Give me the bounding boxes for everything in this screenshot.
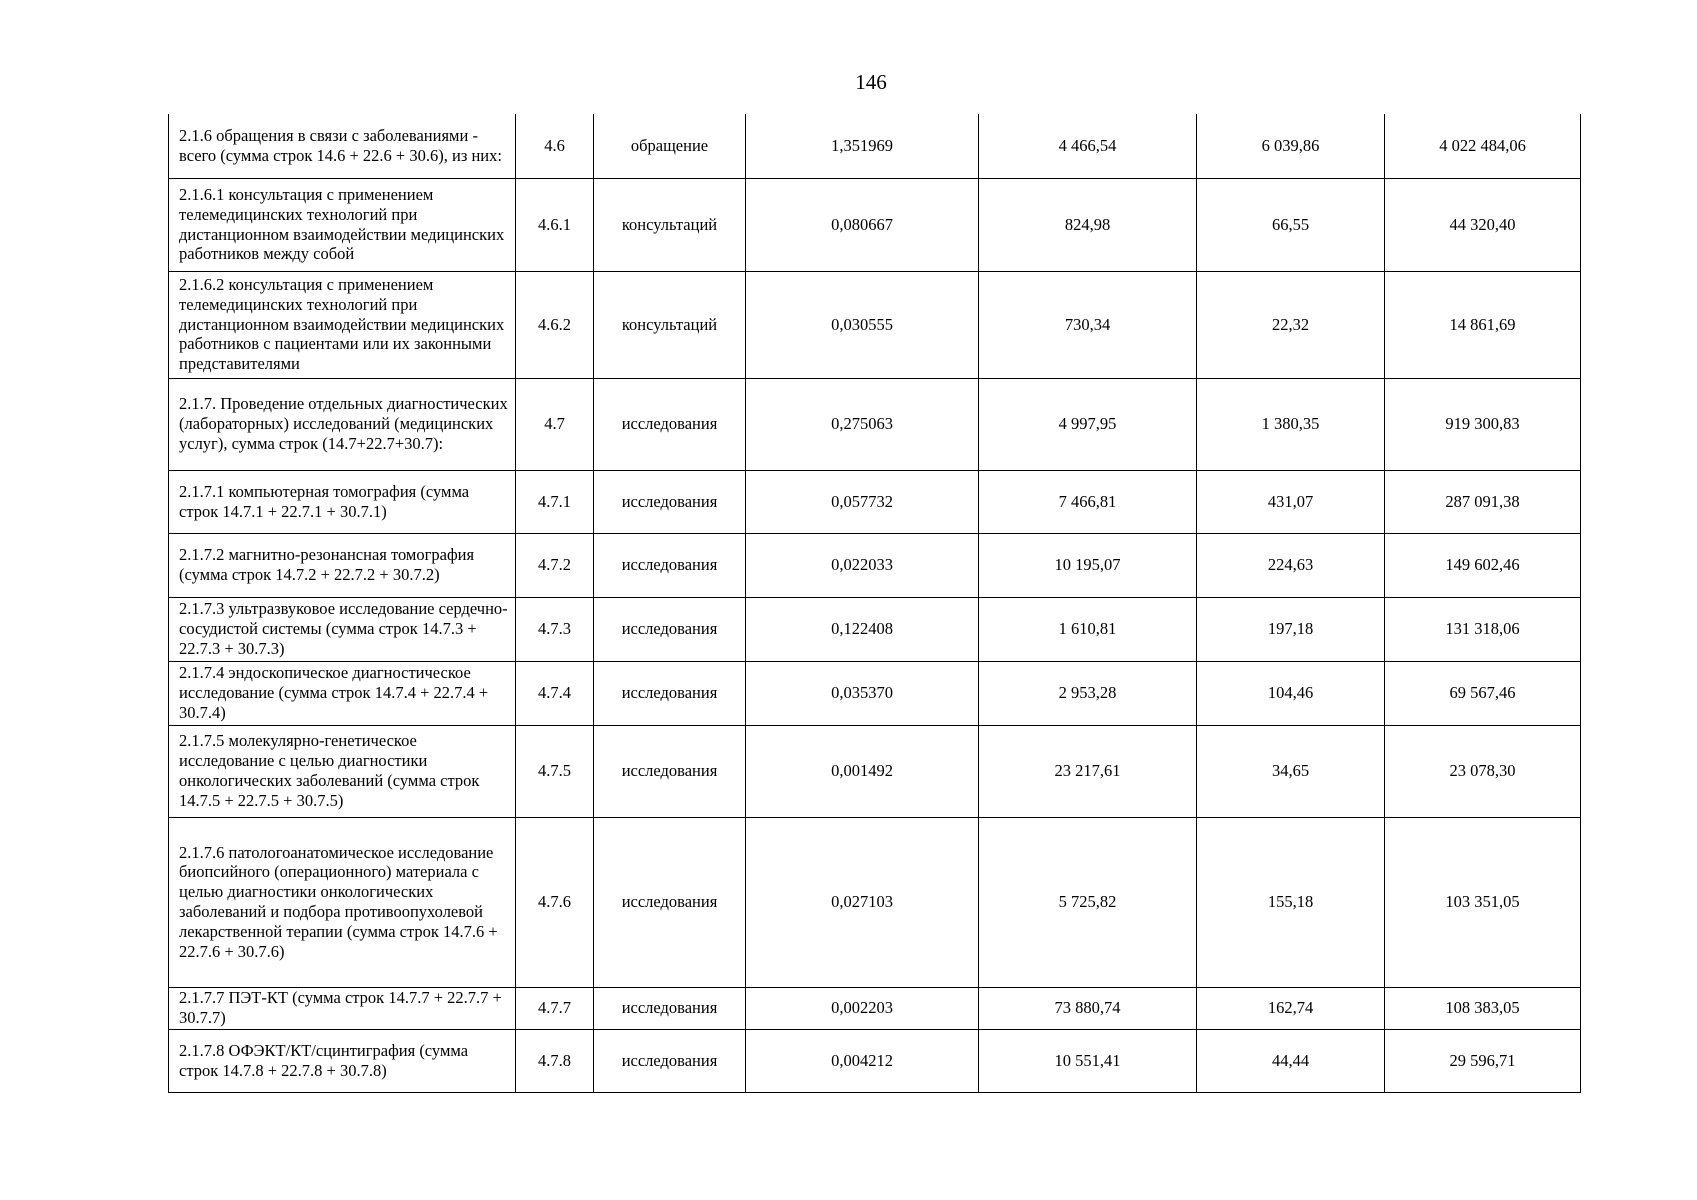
row-unit: консультаций <box>594 271 746 378</box>
row-total: 103 351,05 <box>1385 817 1581 987</box>
row-name: 2.1.7.5 молекулярно-генетическое исследование с целью диагностики онкологических заболеваний (сумма строк 14.7.5 + 22.7.5 + 30.7.5) <box>169 725 516 817</box>
row-cost: 4 997,95 <box>979 378 1197 470</box>
row-code: 4.7.5 <box>516 725 594 817</box>
table-row <box>169 597 1581 661</box>
row-norm: 0,022033 <box>746 533 979 597</box>
row-code: 4.7.1 <box>516 470 594 533</box>
row-total: 23 078,30 <box>1385 725 1581 817</box>
row-per-capita: 66,55 <box>1197 178 1385 271</box>
row-name: 2.1.7.8 ОФЭКТ/КТ/сцинтиграфия (сумма строк 14.7.8 + 22.7.8 + 30.7.8) <box>169 1029 516 1092</box>
row-code: 4.7.2 <box>516 533 594 597</box>
row-per-capita: 197,18 <box>1197 597 1385 661</box>
row-cost: 10 195,07 <box>979 533 1197 597</box>
row-name: 2.1.6.2 консультация с применением телемедицинских технологий при дистанционном взаимодействии медицинских работников с пациентами или их законными представителями <box>169 271 516 378</box>
row-name: 2.1.7.2 магнитно-резонансная томография (сумма строк 14.7.2 + 22.7.2 + 30.7.2) <box>169 533 516 597</box>
row-name: 2.1.7.3 ультразвуковое исследование сердечно-сосудистой системы (сумма строк 14.7.3 + 22.7.3 + 30.7.3) <box>169 597 516 661</box>
row-unit: исследования <box>594 817 746 987</box>
row-total: 69 567,46 <box>1385 661 1581 725</box>
row-code: 4.7.6 <box>516 817 594 987</box>
table-row <box>169 533 1581 597</box>
row-norm: 0,122408 <box>746 597 979 661</box>
row-per-capita: 22,32 <box>1197 271 1385 378</box>
row-total: 29 596,71 <box>1385 1029 1581 1092</box>
row-code: 4.7.3 <box>516 597 594 661</box>
row-norm: 0,001492 <box>746 725 979 817</box>
row-per-capita: 162,74 <box>1197 987 1385 1029</box>
row-total: 14 861,69 <box>1385 271 1581 378</box>
row-cost: 1 610,81 <box>979 597 1197 661</box>
row-norm: 0,275063 <box>746 378 979 470</box>
row-cost: 2 953,28 <box>979 661 1197 725</box>
table-row <box>169 378 1581 470</box>
row-unit: исследования <box>594 661 746 725</box>
row-norm: 0,057732 <box>746 470 979 533</box>
table-row <box>169 661 1581 725</box>
row-cost: 4 466,54 <box>979 114 1197 178</box>
row-unit: исследования <box>594 378 746 470</box>
row-code: 4.7 <box>516 378 594 470</box>
row-code: 4.7.7 <box>516 987 594 1029</box>
row-name: 2.1.6.1 консультация с применением телемедицинских технологий при дистанционном взаимодействии медицинских работников между собой <box>169 178 516 271</box>
row-cost: 10 551,41 <box>979 1029 1197 1092</box>
table-row <box>169 725 1581 817</box>
row-unit: исследования <box>594 1029 746 1092</box>
row-unit: исследования <box>594 987 746 1029</box>
row-name: 2.1.7.4 эндоскопическое диагностическое исследование (сумма строк 14.7.4 + 22.7.4 + 30.7.4) <box>169 661 516 725</box>
row-per-capita: 1 380,35 <box>1197 378 1385 470</box>
row-norm: 0,080667 <box>746 178 979 271</box>
row-total: 919 300,83 <box>1385 378 1581 470</box>
row-per-capita: 44,44 <box>1197 1029 1385 1092</box>
row-total: 4 022 484,06 <box>1385 114 1581 178</box>
table-row <box>169 987 1581 1029</box>
row-norm: 0,002203 <box>746 987 979 1029</box>
row-norm: 0,035370 <box>746 661 979 725</box>
table-row <box>169 470 1581 533</box>
row-total: 287 091,38 <box>1385 470 1581 533</box>
row-name: 2.1.7.7 ПЭТ-КТ (сумма строк 14.7.7 + 22.7.7 + 30.7.7) <box>169 987 516 1029</box>
table-row <box>169 114 1581 178</box>
row-per-capita: 104,46 <box>1197 661 1385 725</box>
row-norm: 0,027103 <box>746 817 979 987</box>
row-total: 149 602,46 <box>1385 533 1581 597</box>
row-name: 2.1.7.6 патологоанатомическое исследование биопсийного (операционного) материала с целью диагностики онкологических заболеваний и подбора противоопухолевой лекарственной терапии (сумма строк 14.7.6 + 22.7.6 + 30.7.6) <box>169 817 516 987</box>
row-code: 4.6.2 <box>516 271 594 378</box>
row-cost: 730,34 <box>979 271 1197 378</box>
row-unit: исследования <box>594 597 746 661</box>
row-per-capita: 155,18 <box>1197 817 1385 987</box>
row-total: 44 320,40 <box>1385 178 1581 271</box>
row-norm: 1,351969 <box>746 114 979 178</box>
data-table <box>168 114 1581 1093</box>
row-per-capita: 224,63 <box>1197 533 1385 597</box>
row-per-capita: 6 039,86 <box>1197 114 1385 178</box>
row-cost: 23 217,61 <box>979 725 1197 817</box>
row-unit: исследования <box>594 533 746 597</box>
row-unit: исследования <box>594 470 746 533</box>
row-per-capita: 34,65 <box>1197 725 1385 817</box>
row-norm: 0,004212 <box>746 1029 979 1092</box>
row-cost: 824,98 <box>979 178 1197 271</box>
row-unit: обращение <box>594 114 746 178</box>
table-row <box>169 178 1581 271</box>
row-total: 108 383,05 <box>1385 987 1581 1029</box>
row-unit: исследования <box>594 725 746 817</box>
row-cost: 73 880,74 <box>979 987 1197 1029</box>
row-total: 131 318,06 <box>1385 597 1581 661</box>
table-row <box>169 817 1581 987</box>
table-row <box>169 1029 1581 1092</box>
row-cost: 5 725,82 <box>979 817 1197 987</box>
row-norm: 0,030555 <box>746 271 979 378</box>
row-name: 2.1.7. Проведение отдельных диагностических (лабораторных) исследований (медицинских услуг), сумма строк (14.7+22.7+30.7): <box>169 378 516 470</box>
row-name: 2.1.6 обращения в связи с заболеваниями - всего (сумма строк 14.6 + 22.6 + 30.6), из них: <box>169 114 516 178</box>
row-unit: консультаций <box>594 178 746 271</box>
row-cost: 7 466,81 <box>979 470 1197 533</box>
row-code: 4.7.8 <box>516 1029 594 1092</box>
row-code: 4.7.4 <box>516 661 594 725</box>
row-name: 2.1.7.1 компьютерная томография (сумма строк 14.7.1 + 22.7.1 + 30.7.1) <box>169 470 516 533</box>
page-number: 146 <box>855 70 887 94</box>
table-row <box>169 271 1581 378</box>
row-code: 4.6 <box>516 114 594 178</box>
row-per-capita: 431,07 <box>1197 470 1385 533</box>
row-code: 4.6.1 <box>516 178 594 271</box>
